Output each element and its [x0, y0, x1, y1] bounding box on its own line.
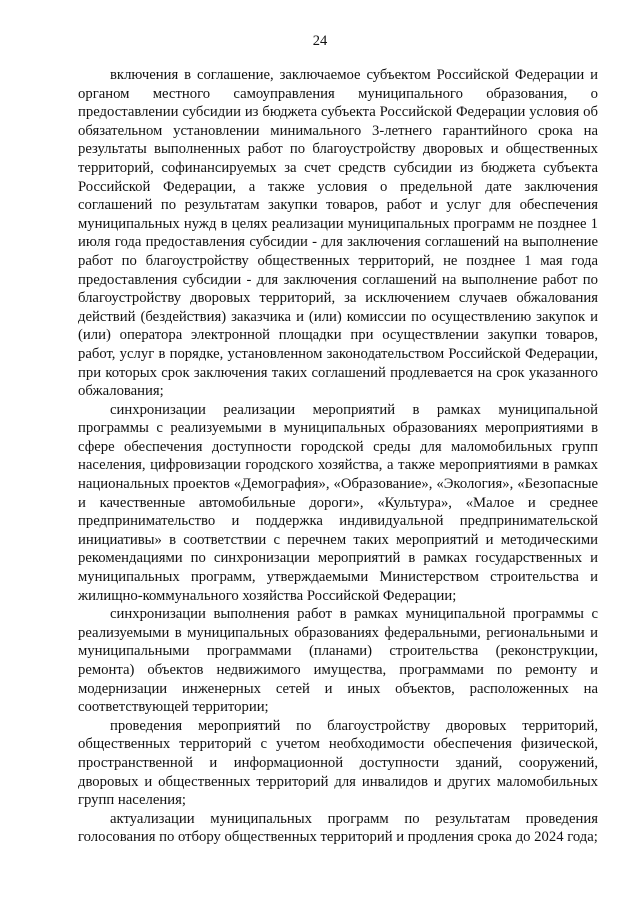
page-number: 24 [312, 33, 328, 49]
paragraph: включения в соглашение, заключаемое субъектом Российской Федерации и органом местного самоуправления муниципального образования, о предоставлении субсидии из бюджета субъекта Российской Федерации условия об обязательном установлении минимального 3-летнего гарантийного срока на результаты выполненных работ по благоустройству дворовых и общественных территорий, софинансируемых за счет средств субсидии из бюджета субъекта Российской Федерации, а также условия о предельной дате заключения соглашений по результатам закупки товаров, работ и услуг для обеспечения муниципальных нужд в целях реализации муниципальных программ не позднее 1 июля года предоставления субсидии - для заключения соглашений на выполнение работ по благоустройству общественных территорий, не позднее 1 мая года предоставления субсидии - для заключения соглашений на выполнение работ по благоустройству дворовых территорий, за исключением случаев обжалования действий (бездействия) заказчика и (или) комиссии по осуществлению закупок и (или) оператора электронной площадки при осуществлении закупки товаров, работ, услуг в порядке, установленном законодательством Российской Федерации, при которых срок заключения таких соглашений продлевается на срок указанного обжалования; [78, 67, 598, 400]
paragraph: проведения мероприятий по благоустройству дворовых территорий, общественных территорий с учетом необходимости обеспечения физической, пространственной и информационной доступности зданий, сооружений, дворовых и общественных территорий для инвалидов и других маломобильных групп населения; [78, 717, 598, 809]
paragraph: синхронизации выполнения работ в рамках муниципальной программы с реализуемыми в муниципальных образованиях федеральными, региональными и муниципальными программами (планами) строительства (реконструкции, ремонта) объектов недвижимого имущества, программами по ремонту и модернизации инженерных сетей и иных объектов, расположенных на соответствующей территории; [78, 606, 598, 716]
paragraph: актуализации муниципальных программ по результатам проведения голосования по отбору общественных территорий и продления срока до 2024 года; [78, 810, 598, 846]
document-body [78, 66, 598, 847]
paragraph: синхронизации реализации мероприятий в рамках муниципальной программы с реализуемыми в муниципальных образованиях мероприятиями в сфере обеспечения доступности городской среды для маломобильных групп населения, цифровизации городского хозяйства, а также мероприятиями в рамках национальных проектов «Демография», «Образование», «Экология», «Безопасные и качественные автомобильные дороги», «Культура», «Малое и среднее предпринимательство и поддержка индивидуальной предпринимательской инициативы» в соответствии с перечнем таких мероприятий и методическими рекомендациями по синхронизации мероприятий в рамках государственных и муниципальных программ, утверждаемыми Министерством строительства и жилищно-коммунального хозяйства Российской Федерации; [78, 401, 598, 604]
